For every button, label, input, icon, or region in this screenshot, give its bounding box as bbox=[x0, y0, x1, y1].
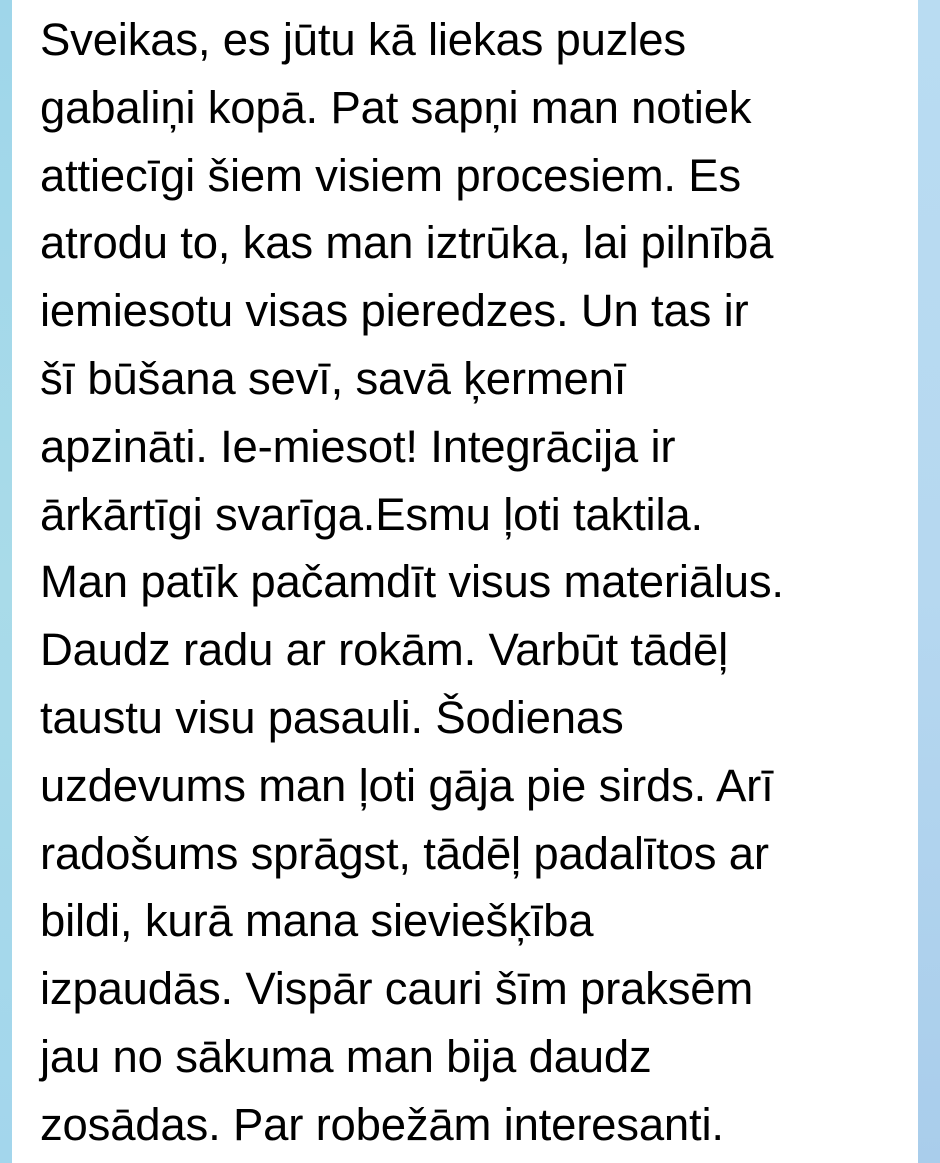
message-line: bildi, kurā mana sieviešķība bbox=[40, 895, 594, 947]
message-line: iemiesotu visas pieredzes. Un tas ir bbox=[40, 285, 749, 337]
message-text bbox=[40, 6, 918, 1159]
message-line: taustu visu pasauli. Šodienas bbox=[40, 691, 624, 743]
message-line: jau no sākuma man bija daudz bbox=[40, 1030, 652, 1082]
message-line: izpaudās. Vispār cauri šīm praksēm bbox=[40, 963, 754, 1015]
message-line: apzināti. Ie-miesot! Integrācija ir bbox=[40, 420, 676, 472]
message-line: radošums sprāgst, tādēļ padalītos ar bbox=[40, 827, 769, 879]
chat-wallpaper-left bbox=[0, 0, 12, 1163]
message-line: atrodu to, kas man iztrūka, lai pilnībā bbox=[40, 217, 774, 269]
message-line: šī būšana sevī, savā ķermenī bbox=[40, 352, 627, 404]
message-line: ārkārtīgi svarīga.Esmu ļoti taktila. bbox=[40, 488, 703, 540]
message-line: zosādas. Par robežām interesanti. bbox=[40, 1098, 724, 1150]
message-line: Man patīk pačamdīt visus materiālus. bbox=[40, 556, 784, 608]
message-line: Sveikas, es jūtu kā liekas puzles bbox=[40, 14, 686, 65]
message-bubble[interactable] bbox=[12, 0, 918, 1163]
message-line: gabaliņi kopā. Pat sapņi man notiek bbox=[40, 81, 752, 133]
message-line: uzdevums man ļoti gāja pie sirds. Arī bbox=[40, 759, 774, 811]
chat-wallpaper-right bbox=[918, 0, 940, 1163]
message-line: attiecīgi šiem visiem procesiem. Es bbox=[40, 149, 741, 201]
message-line: Daudz radu ar rokām. Varbūt tādēļ bbox=[40, 624, 729, 676]
